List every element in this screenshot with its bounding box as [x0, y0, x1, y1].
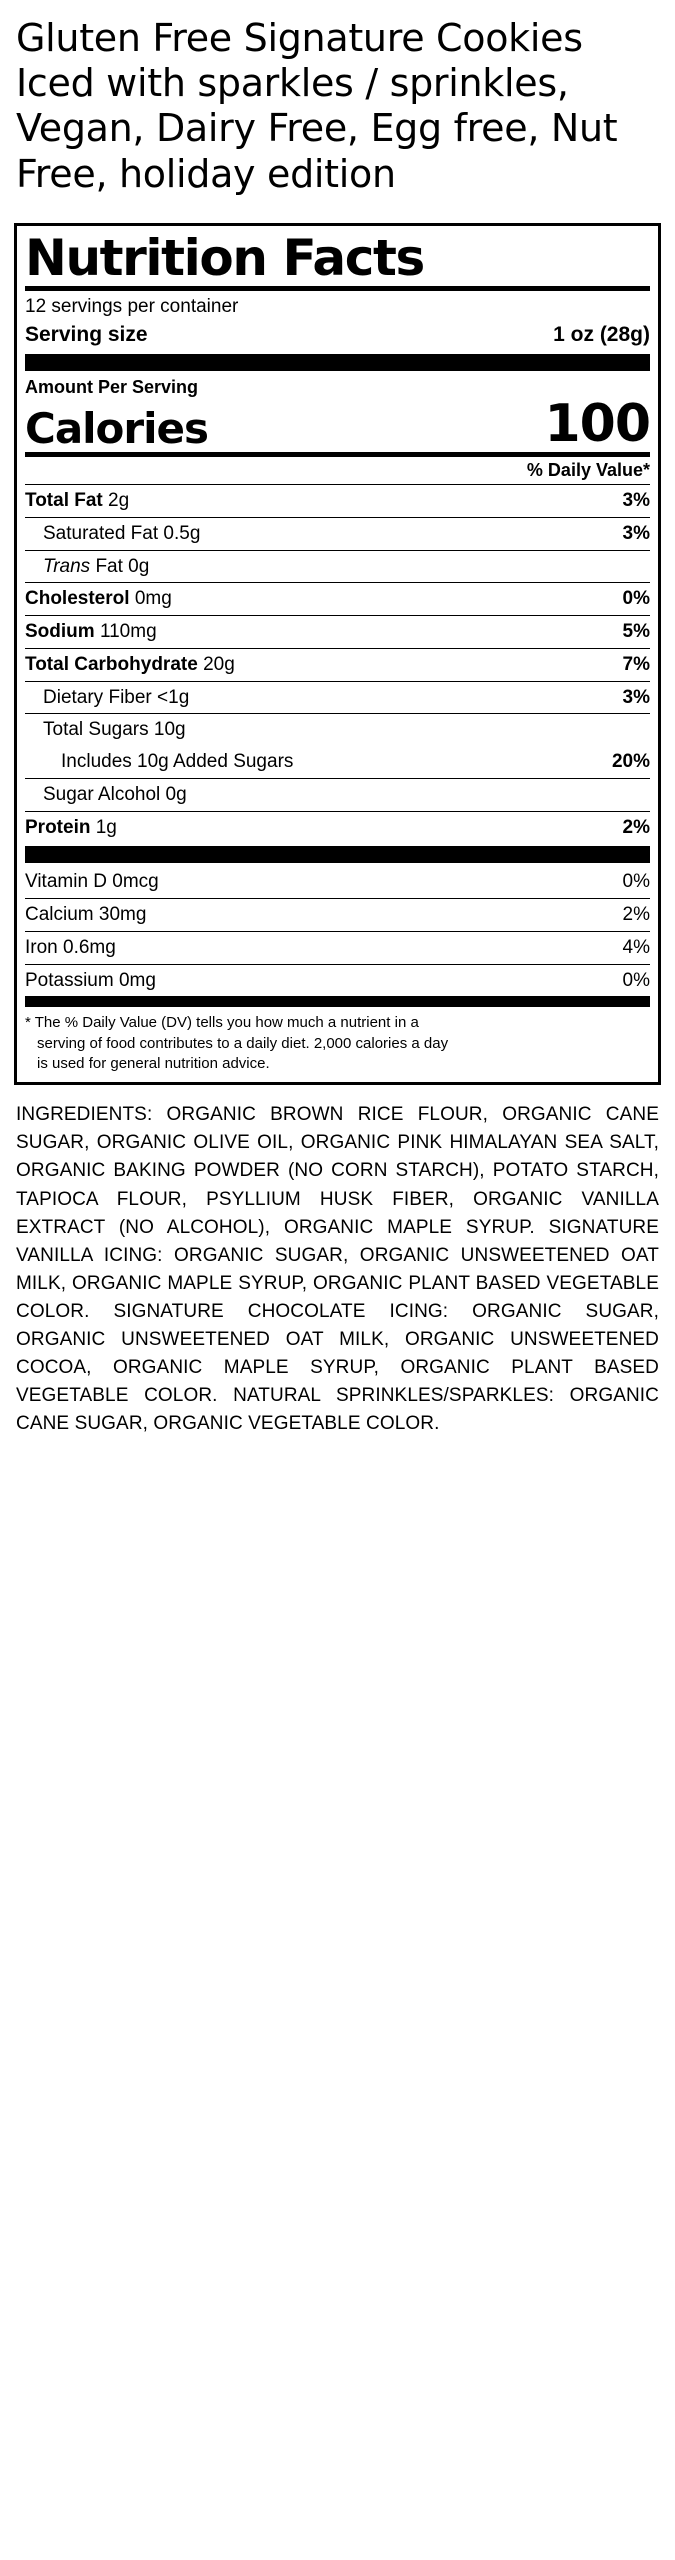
micronutrient-row-iron: [25, 932, 650, 964]
nutrient-label: Total Fat: [25, 490, 103, 512]
page-title: Gluten Free Signature Cookies Iced with sparkles / sprinkles, Vegan, Dairy Free, Egg free, Nut Free, holiday edition: [16, 16, 618, 196]
nutrient-row-sodium: [25, 616, 650, 648]
nutrition-facts-panel: [14, 223, 661, 1085]
nutrient-label: Sodium: [25, 621, 95, 643]
nutrient-label: Total Sugars: [43, 719, 149, 741]
nutrient-label: Trans: [43, 555, 91, 577]
nutrient-amount: <1g: [157, 686, 190, 708]
micronutrient-row-vitamin-d: [25, 866, 650, 898]
nutrient-amount: 10g: [153, 719, 186, 741]
nutrient-row-sugar-alcohol: [25, 779, 650, 811]
nutrient-amount: 110mg: [99, 621, 157, 643]
nutrient-row-cholesterol: [25, 583, 650, 615]
nutrient-row-dietary-fiber: [25, 682, 650, 714]
nutrient-label: Sugar Alcohol: [43, 783, 161, 805]
nutrient-row-added-sugars: [25, 746, 650, 778]
nutrient-amount: 2g: [108, 490, 130, 512]
footnote-line-3: is used for general nutrition advice.: [37, 1054, 270, 1072]
nutrient-label: Protein: [25, 816, 91, 838]
micronutrient-label: Calcium 30mg: [25, 904, 147, 926]
serving-size-label: Serving size: [25, 323, 148, 347]
thick-divider: [25, 354, 650, 371]
nutrient-row-total-carbohydrate: [25, 649, 650, 681]
micronutrient-label: Potassium 0mg: [25, 969, 156, 991]
nutrient-label: Total Carbohydrate: [25, 653, 198, 675]
nutrient-dv: 5%: [622, 621, 650, 643]
micronutrient-dv: 0%: [622, 871, 650, 893]
footnote-line-2: serving of food contributes to a daily diet. 2,000 calories a day: [37, 1034, 449, 1052]
calories-label: Calories: [25, 404, 209, 454]
nutrient-row-protein: [25, 812, 650, 844]
divider: [25, 996, 650, 1007]
micronutrient-label: Vitamin D 0mcg: [25, 871, 159, 893]
nutrient-row-saturated-fat: [25, 518, 650, 550]
nutrient-amount: Fat 0g: [95, 555, 150, 577]
nutrient-dv: 2%: [622, 816, 650, 838]
nutrition-facts-title: Nutrition Facts: [25, 228, 424, 287]
ingredients-text: INGREDIENTS: ORGANIC BROWN RICE FLOUR, ORGANIC CANE SUGAR, ORGANIC OLIVE OIL, ORGANIC PINK HIMALAYAN SEA SALT, ORGANIC BAKING POWDER (NO CORN STARCH), POTATO STARCH, TAPIOCA FLOUR, PSYLLIUM HUSK FIBER, ORGANIC VANILLA EXTRACT (NO ALCOHOL), ORGANIC MAPLE SYRUP. SIGNATURE VANILLA ICING: ORGANIC SUGAR, ORGANIC UNSWEETENED OAT MILK, ORGANIC MAPLE SYRUP, ORGANIC PLANT BASED VEGETABLE COLOR. SIGNATURE CHOCOLATE ICING: ORGANIC SUGAR, ORGANIC UNSWEETENED OAT MILK, ORGANIC UNSWEETENED COCOA, ORGANIC MAPLE SYRUP, ORGANIC PLANT BASED VEGETABLE COLOR. NATURAL SPRINKLES/SPARKLES: ORGANIC CANE SUGAR, ORGANIC VEGETABLE COLOR.: [16, 1104, 659, 1435]
nutrient-dv: 20%: [611, 751, 650, 773]
micronutrient-dv: 2%: [622, 904, 650, 926]
micronutrient-row-potassium: [25, 965, 650, 997]
nutrient-row-total-fat: [25, 485, 650, 517]
footnote-line-1: * The % Daily Value (DV) tells you how much a nutrient in a: [25, 1014, 419, 1032]
nutrient-dv: 0%: [622, 588, 650, 610]
nutrient-amount: 0mg: [134, 588, 172, 610]
amount-per-serving-label: Amount Per Serving: [25, 377, 199, 398]
nutrient-dv: 3%: [622, 686, 650, 708]
nutrient-amount: 0g: [165, 783, 187, 805]
micronutrient-label: Iron 0.6mg: [25, 936, 116, 958]
nutrient-row-trans-fat: [25, 551, 650, 583]
micronutrient-row-calcium: [25, 899, 650, 931]
micronutrient-dv: 0%: [622, 969, 650, 991]
serving-size-row: [25, 321, 650, 351]
nutrient-dv: 7%: [622, 653, 650, 675]
daily-value-footnote: [25, 1007, 650, 1076]
nutrient-label: Dietary Fiber: [43, 686, 152, 708]
daily-value-header: % Daily Value*: [526, 460, 650, 481]
nutrient-dv: 3%: [622, 522, 650, 544]
servings-per-container: 12 servings per container: [25, 296, 239, 318]
thick-divider: [25, 846, 650, 863]
nutrient-label: Includes 10g Added Sugars: [61, 751, 294, 773]
nutrient-amount: 0.5g: [163, 522, 201, 544]
nutrient-label: Saturated Fat: [43, 522, 159, 544]
nutrient-row-total-sugars: [25, 714, 650, 746]
calories-value: 100: [544, 394, 650, 455]
serving-size-value: 1 oz (28g): [553, 323, 650, 347]
micronutrient-dv: 4%: [622, 936, 650, 958]
nutrient-label: Cholesterol: [25, 588, 130, 610]
nutrient-dv: 3%: [622, 490, 650, 512]
calories-row: [25, 394, 650, 455]
nutrient-amount: 20g: [203, 653, 235, 675]
nutrient-amount: 1g: [95, 816, 117, 838]
